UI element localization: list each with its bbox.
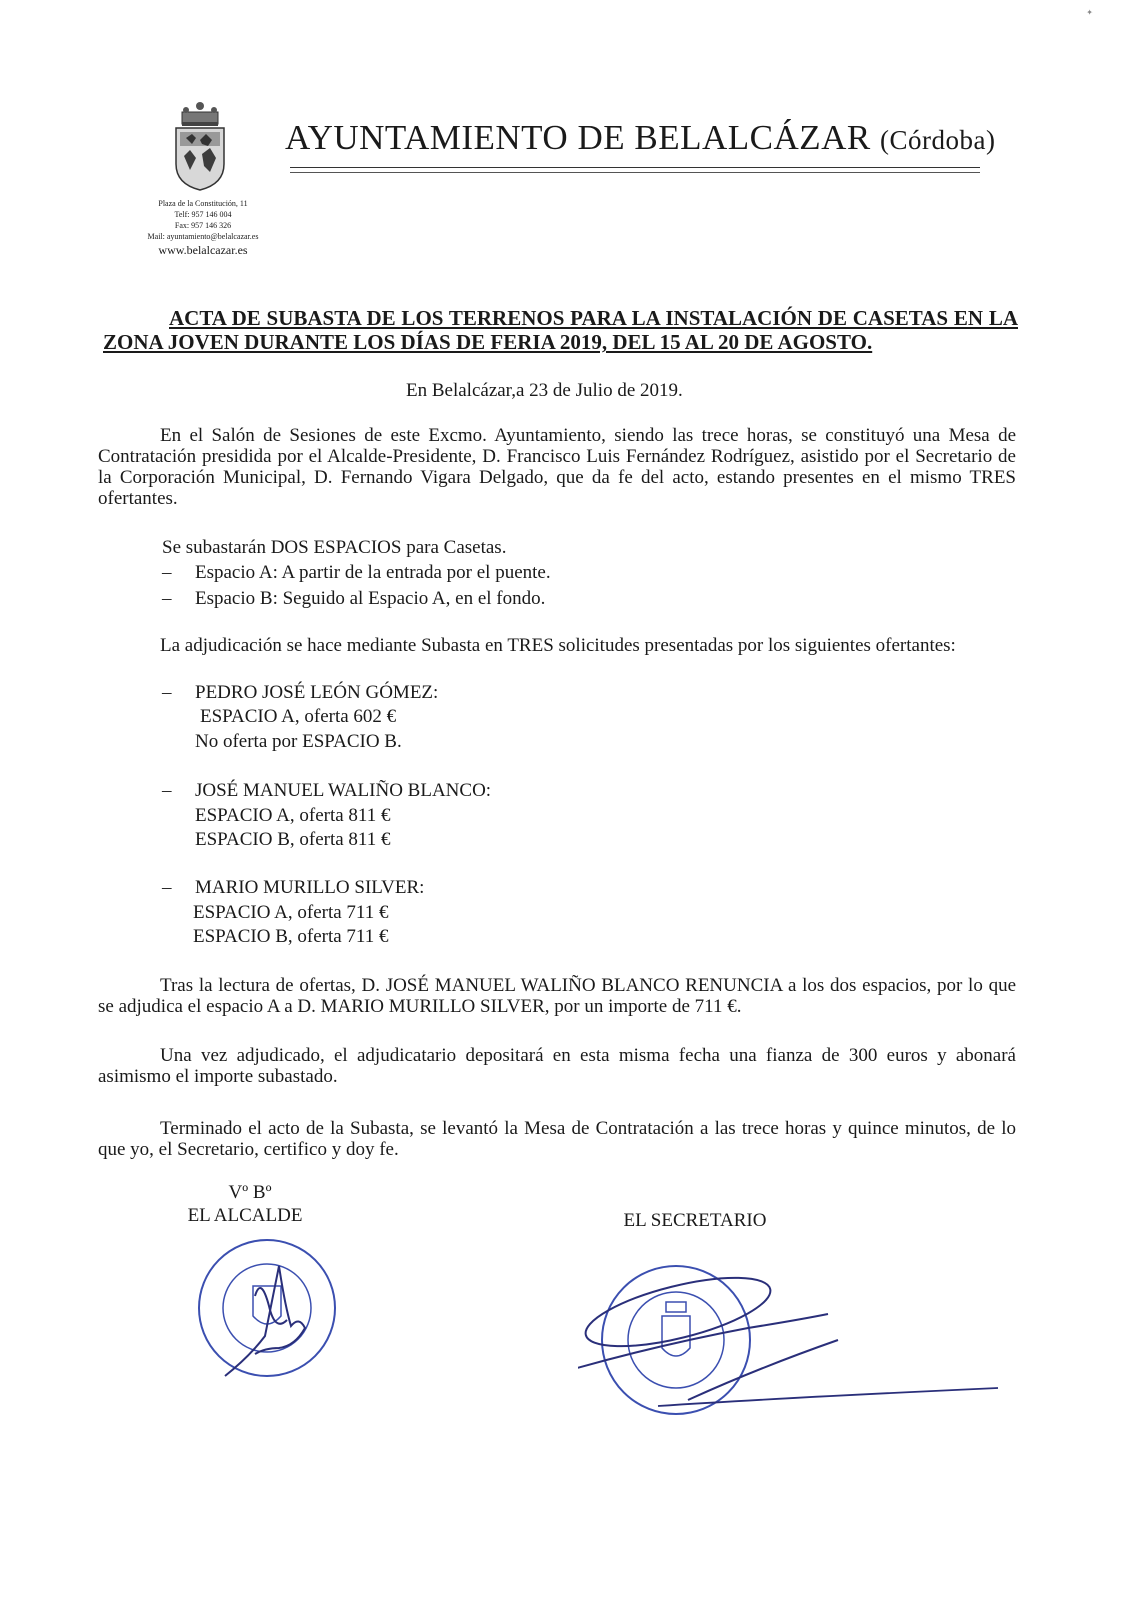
- bidder-name-text: JOSÉ MANUEL WALIÑO BLANCO:: [195, 780, 492, 801]
- bidder-offer: ESPACIO B, oferta 711 €: [193, 926, 389, 947]
- mayor-label: EL ALCALDE: [187, 1205, 303, 1226]
- bidder-name: – JOSÉ MANUEL WALIÑO BLANCO:: [162, 780, 492, 801]
- paragraph-constitution: En el Salón de Sesiones de este Excmo. Ayuntamiento, siendo las trece horas, se constituyó una Mesa de Contratación presidida por el Alcalde-Presidente, D. Francisco Luis Fernández Rodríguez, asistido por el Secretario de la Corporación Municipal, D. Fernando Vigara Delgado, que da fe del acto, estando presentes en el mismo TRES ofertantes.: [98, 425, 1016, 509]
- contact-phone: Telf: 957 146 004: [174, 210, 232, 219]
- bidder-offer: ESPACIO B, oferta 811 €: [195, 829, 391, 850]
- bidder-offer: ESPACIO A, oferta 602 €: [200, 706, 397, 727]
- date-line: En Belalcázar,a 23 de Julio de 2019.: [406, 380, 683, 401]
- document-title: [103, 306, 1018, 354]
- space-item: – Espacio B: Seguido al Espacio A, en el fondo.: [162, 588, 546, 609]
- bidder-name-text: PEDRO JOSÉ LEÓN GÓMEZ:: [195, 682, 439, 703]
- bidder-offer: ESPACIO A, oferta 811 €: [195, 805, 391, 826]
- contact-address: Plaza de la Constitución, 11: [158, 199, 248, 208]
- municipal-crest-logo: [170, 98, 230, 194]
- paragraph-deposit: Una vez adjudicado, el adjudicatario depositará en esta misma fecha una fianza de 300 euros y abonará asimismo el importe subastado.: [98, 1045, 1016, 1087]
- paragraph-adjudication: La adjudicación se hace mediante Subasta en TRES solicitudes presentadas por los siguientes ofertantes:: [160, 635, 956, 656]
- contact-fax: Fax: 957 146 326: [174, 221, 232, 230]
- bidder-name: – PEDRO JOSÉ LEÓN GÓMEZ:: [162, 682, 439, 703]
- paragraph-resolution: Tras la lectura de ofertas, D. JOSÉ MANUEL WALIÑO BLANCO RENUNCIA a los dos espacios, por lo que se adjudica el espacio A a D. MARIO MURILLO SILVER, por un importe de 711 €.: [98, 975, 1016, 1017]
- space-item: – Espacio A: A partir de la entrada por el puente.: [162, 562, 551, 583]
- vobo-label: Vº Bº: [228, 1182, 272, 1203]
- contact-website: www.belalcazar.es: [158, 243, 248, 257]
- municipality-title: [285, 118, 995, 158]
- paragraph-closing: Terminado el acto de la Subasta, se levantó la Mesa de Contratación a las trece horas y quince minutos, de lo que yo, el Secretario, certifico y doy fe.: [98, 1118, 1016, 1160]
- secretary-label: EL SECRETARIO: [623, 1210, 767, 1231]
- header-divider: [290, 167, 980, 168]
- contact-block: [138, 198, 268, 258]
- bidder-offer: ESPACIO A, oferta 711 €: [193, 902, 389, 923]
- bidder-offer: No oferta por ESPACIO B.: [195, 731, 402, 752]
- spaces-intro: Se subastarán DOS ESPACIOS para Casetas.: [162, 537, 507, 558]
- bidder-name-text: MARIO MURILLO SILVER:: [195, 877, 425, 898]
- mayor-stamp-signature: [195, 1236, 345, 1384]
- document-title-text: ACTA DE SUBASTA DE LOS TERRENOS PARA LA INSTALACIÓN DE CASETAS EN LA ZONA JOVEN DURANTE LOS DÍAS DE FERIA 2019, DEL 15 AL 20 DE AGOSTO.: [103, 306, 1018, 354]
- space-item-text: Espacio B: Seguido al Espacio A, en el fondo.: [195, 588, 546, 609]
- secretary-stamp-signature: [578, 1250, 1038, 1440]
- space-item-text: Espacio A: A partir de la entrada por el puente.: [195, 562, 551, 583]
- contact-mail: Mail: ayuntamiento@belalcazar.es: [147, 232, 259, 241]
- municipality-province: (Córdoba): [879, 125, 996, 155]
- municipality-name: AYUNTAMIENTO DE BELALCÁZAR: [285, 118, 871, 157]
- scan-corner-mark: ✦: [1086, 8, 1093, 17]
- header-divider-secondary: [290, 172, 980, 173]
- bidder-name: – MARIO MURILLO SILVER:: [162, 877, 425, 898]
